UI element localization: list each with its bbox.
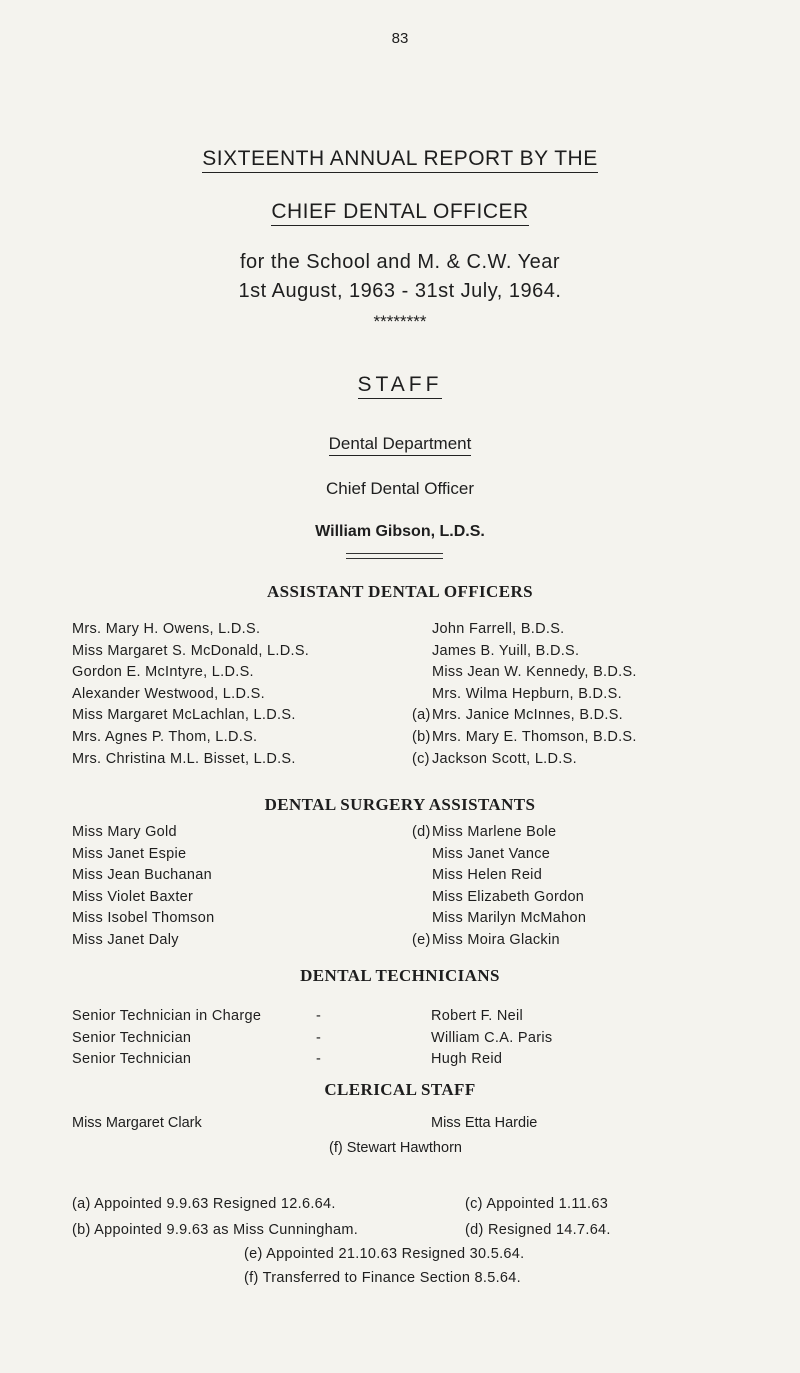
list-item: Miss Jean Buchanan <box>72 867 213 884</box>
list-item: Miss Margaret S. McDonald, L.D.S. <box>72 642 310 659</box>
officer-name: Jackson Scott, L.D.S. <box>432 750 577 767</box>
surgery-assistants-right-list <box>412 822 586 952</box>
officer-name: John Farrell, B.D.S. <box>432 621 565 637</box>
staff-heading <box>0 373 800 399</box>
report-title-text-2: CHIEF DENTAL OFFICER <box>271 200 528 226</box>
list-item: Alexander Westwood, L.D.S. <box>72 685 265 702</box>
technician-role: Senior Technician in Charge <box>72 1008 262 1024</box>
chief-officer-title: Chief Dental Officer <box>325 479 475 498</box>
double-rule-divider <box>346 553 443 559</box>
list-item <box>412 641 637 663</box>
footnote-b: (b) Appointed 9.9.63 as Miss Cunningham. <box>72 1222 359 1238</box>
footnote-f: (f) Transferred to Finance Section 8.5.64. <box>244 1270 521 1286</box>
technician-dash-list <box>316 1006 321 1071</box>
list-item <box>412 887 586 909</box>
section-heading-assistant-dental-officers: ASSISTANT DENTAL OFFICERS <box>266 582 534 601</box>
list-item: Miss Janet Daly <box>72 931 179 948</box>
technician-name: Robert F. Neil <box>431 1008 524 1024</box>
assistant-name: Miss Marilyn McMahon <box>432 910 587 927</box>
footnote-c: (c) Appointed 1.11.63 <box>465 1196 609 1212</box>
page-number: 83 <box>391 30 409 47</box>
list-item <box>412 684 637 706</box>
technician-role: Senior Technician <box>72 1029 192 1046</box>
list-item: Miss Janet Espie <box>72 845 187 862</box>
assistant-name: Miss Elizabeth Gordon <box>432 888 585 905</box>
assistant-officers-right-list <box>412 619 637 770</box>
dash-separator: - <box>316 1008 322 1024</box>
asterisk-separator: ******** <box>373 312 427 331</box>
technician-names-list <box>431 1006 552 1071</box>
officer-name: James B. Yuill, B.D.S. <box>432 642 580 659</box>
assistant-name: Miss Marlene Bole <box>432 824 557 840</box>
list-item: Miss Violet Baxter <box>72 888 194 905</box>
list-item <box>412 749 637 771</box>
surgery-assistants-left-list <box>72 822 214 952</box>
list-item: Mrs. Christina M.L. Bisset, L.D.S. <box>72 750 296 767</box>
officer-name: Miss Jean W. Kennedy, B.D.S. <box>432 664 637 681</box>
list-item: Miss Mary Gold <box>72 824 177 840</box>
report-period: 1st August, 1963 - 31st July, 1964. <box>238 280 562 302</box>
report-subtitle-line-1: for the School and M. & C.W. Year <box>240 251 560 273</box>
clerical-staff-right: Miss Etta Hardie <box>431 1115 538 1131</box>
list-item <box>412 908 586 930</box>
officer-name: Mrs. Mary E. Thomson, B.D.S. <box>432 728 637 745</box>
technician-roles-list <box>72 1006 261 1071</box>
section-heading-dental-technicians: DENTAL TECHNICIANS <box>300 966 500 985</box>
technician-role: Senior Technician <box>72 1051 192 1068</box>
footnote-marker: (e) <box>412 931 431 948</box>
technician-name: William C.A. Paris <box>431 1029 553 1046</box>
footnote-d: (d) Resigned 14.7.64. <box>465 1222 611 1238</box>
dash-separator: - <box>316 1029 322 1046</box>
officer-name: Mrs. Wilma Hepburn, B.D.S. <box>432 685 622 702</box>
clerical-staff-left: Miss Margaret Clark <box>72 1115 202 1131</box>
technician-name: Hugh Reid <box>431 1051 503 1068</box>
list-item <box>412 930 586 952</box>
clerical-staff-center: (f) Stewart Hawthorn <box>329 1140 462 1156</box>
footnote-marker: (b) <box>412 728 431 745</box>
list-item <box>412 705 637 727</box>
section-heading-dental-surgery-assistants: DENTAL SURGERY ASSISTANTS <box>264 795 536 814</box>
staff-heading-text: STAFF <box>358 373 443 399</box>
list-item: Miss Margaret McLachlan, L.D.S. <box>72 707 296 724</box>
assistant-name: Miss Janet Vance <box>432 845 551 862</box>
assistant-officers-left-list <box>72 619 309 770</box>
chief-officer-name: William Gibson, L.D.S. <box>315 523 485 540</box>
footnote-marker: (c) <box>412 750 430 767</box>
list-item <box>412 727 637 749</box>
footnote-a: (a) Appointed 9.9.63 Resigned 12.6.64. <box>72 1196 336 1212</box>
assistant-name: Miss Helen Reid <box>432 867 543 884</box>
report-title-line-1 <box>0 147 800 173</box>
department-heading-text: Dental Department <box>329 434 472 456</box>
assistant-name: Miss Moira Glackin <box>432 931 560 948</box>
list-item <box>412 844 586 866</box>
footnote-marker: (d) <box>412 824 431 840</box>
report-title-line-2 <box>0 200 800 226</box>
department-heading <box>0 434 800 456</box>
report-title-text-1: SIXTEENTH ANNUAL REPORT BY THE <box>202 147 597 173</box>
list-item: Gordon E. McIntyre, L.D.S. <box>72 664 254 681</box>
footnote-marker: (a) <box>412 707 431 724</box>
list-item <box>412 619 637 641</box>
list-item <box>412 822 586 844</box>
footnote-e: (e) Appointed 21.10.63 Resigned 30.5.64. <box>244 1246 525 1262</box>
list-item: Mrs. Agnes P. Thom, L.D.S. <box>72 728 258 745</box>
dash-separator: - <box>316 1051 322 1068</box>
list-item: Mrs. Mary H. Owens, L.D.S. <box>72 621 261 637</box>
list-item <box>412 662 637 684</box>
list-item <box>412 865 586 887</box>
list-item: Miss Isobel Thomson <box>72 910 215 927</box>
section-heading-clerical-staff: CLERICAL STAFF <box>324 1080 476 1099</box>
officer-name: Mrs. Janice McInnes, B.D.S. <box>432 707 624 724</box>
